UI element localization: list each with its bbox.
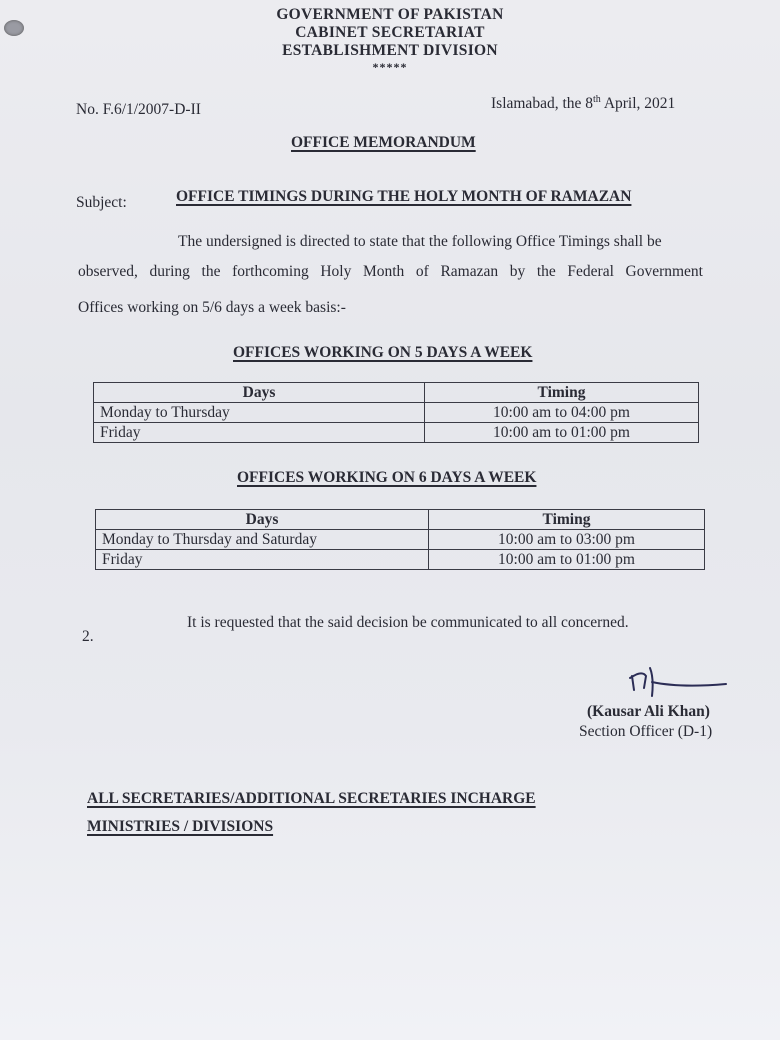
date-superscript: th [593, 94, 601, 105]
punch-hole [4, 20, 24, 36]
table5 [93, 382, 699, 443]
table5-days-cell: Monday to Thursday [94, 403, 425, 423]
para2-text: It is requested that the said decision be communicated to all concerned. [187, 614, 629, 631]
letterhead-secretariat: CABINET SECRETARIAT [295, 24, 485, 41]
table-row [94, 423, 699, 443]
table6-days-cell: Monday to Thursday and Saturday [96, 530, 429, 550]
place-date [491, 94, 675, 113]
memo-title: OFFICE MEMORANDUM [291, 134, 476, 151]
table6 [95, 509, 705, 570]
para2-number: 2. [82, 628, 94, 645]
table5-header-days: Days [94, 383, 425, 403]
table6-header-days: Days [96, 510, 429, 530]
subject-label: Subject: [76, 194, 127, 211]
letterhead-division: ESTABLISHMENT DIVISION [282, 42, 498, 59]
letterhead-stars: ***** [372, 60, 408, 74]
table5-timing-cell: 10:00 am to 04:00 pm [425, 403, 699, 423]
table-row [96, 530, 705, 550]
table6-heading: OFFICES WORKING ON 6 DAYS A WEEK [237, 469, 537, 486]
table6-timing-cell: 10:00 am to 01:00 pm [429, 550, 705, 570]
table5-header-timing: Timing [425, 383, 699, 403]
table6-days-cell: Friday [96, 550, 429, 570]
addressee-line2: MINISTRIES / DIVISIONS [87, 818, 274, 835]
signatory-designation: Section Officer (D-1) [579, 723, 713, 740]
para1-line2: observed, during the forthcoming Holy Month of Ramazan by the Federal Government [78, 263, 703, 280]
table5-timing-cell: 10:00 am to 01:00 pm [425, 423, 699, 443]
subject-text: OFFICE TIMINGS DURING THE HOLY MONTH OF RAMAZAN [176, 188, 632, 205]
handwritten-signature [620, 662, 730, 702]
table-row [96, 550, 705, 570]
para1-line3: Offices working on 5/6 days a week basis:- [78, 299, 346, 316]
addressee-line1: ALL SECRETARIES/ADDITIONAL SECRETARIES INCHARGE [87, 790, 536, 807]
table-row [94, 383, 699, 403]
table5-days-cell: Friday [94, 423, 425, 443]
table-row [96, 510, 705, 530]
table5-heading: OFFICES WORKING ON 5 DAYS A WEEK [233, 344, 533, 361]
place-date-suffix: April, 2021 [600, 95, 676, 113]
table-row [94, 403, 699, 423]
letterhead-government: GOVERNMENT OF PAKISTAN [276, 6, 504, 23]
para1-line1: The undersigned is directed to state that the following Office Timings shall be [178, 233, 662, 250]
place-date-prefix: Islamabad, the 8 [491, 95, 594, 113]
signatory-name: (Kausar Ali Khan) [587, 703, 710, 720]
reference-number: No. F.6/1/2007-D-II [76, 101, 201, 118]
table6-header-timing: Timing [429, 510, 705, 530]
table6-timing-cell: 10:00 am to 03:00 pm [429, 530, 705, 550]
